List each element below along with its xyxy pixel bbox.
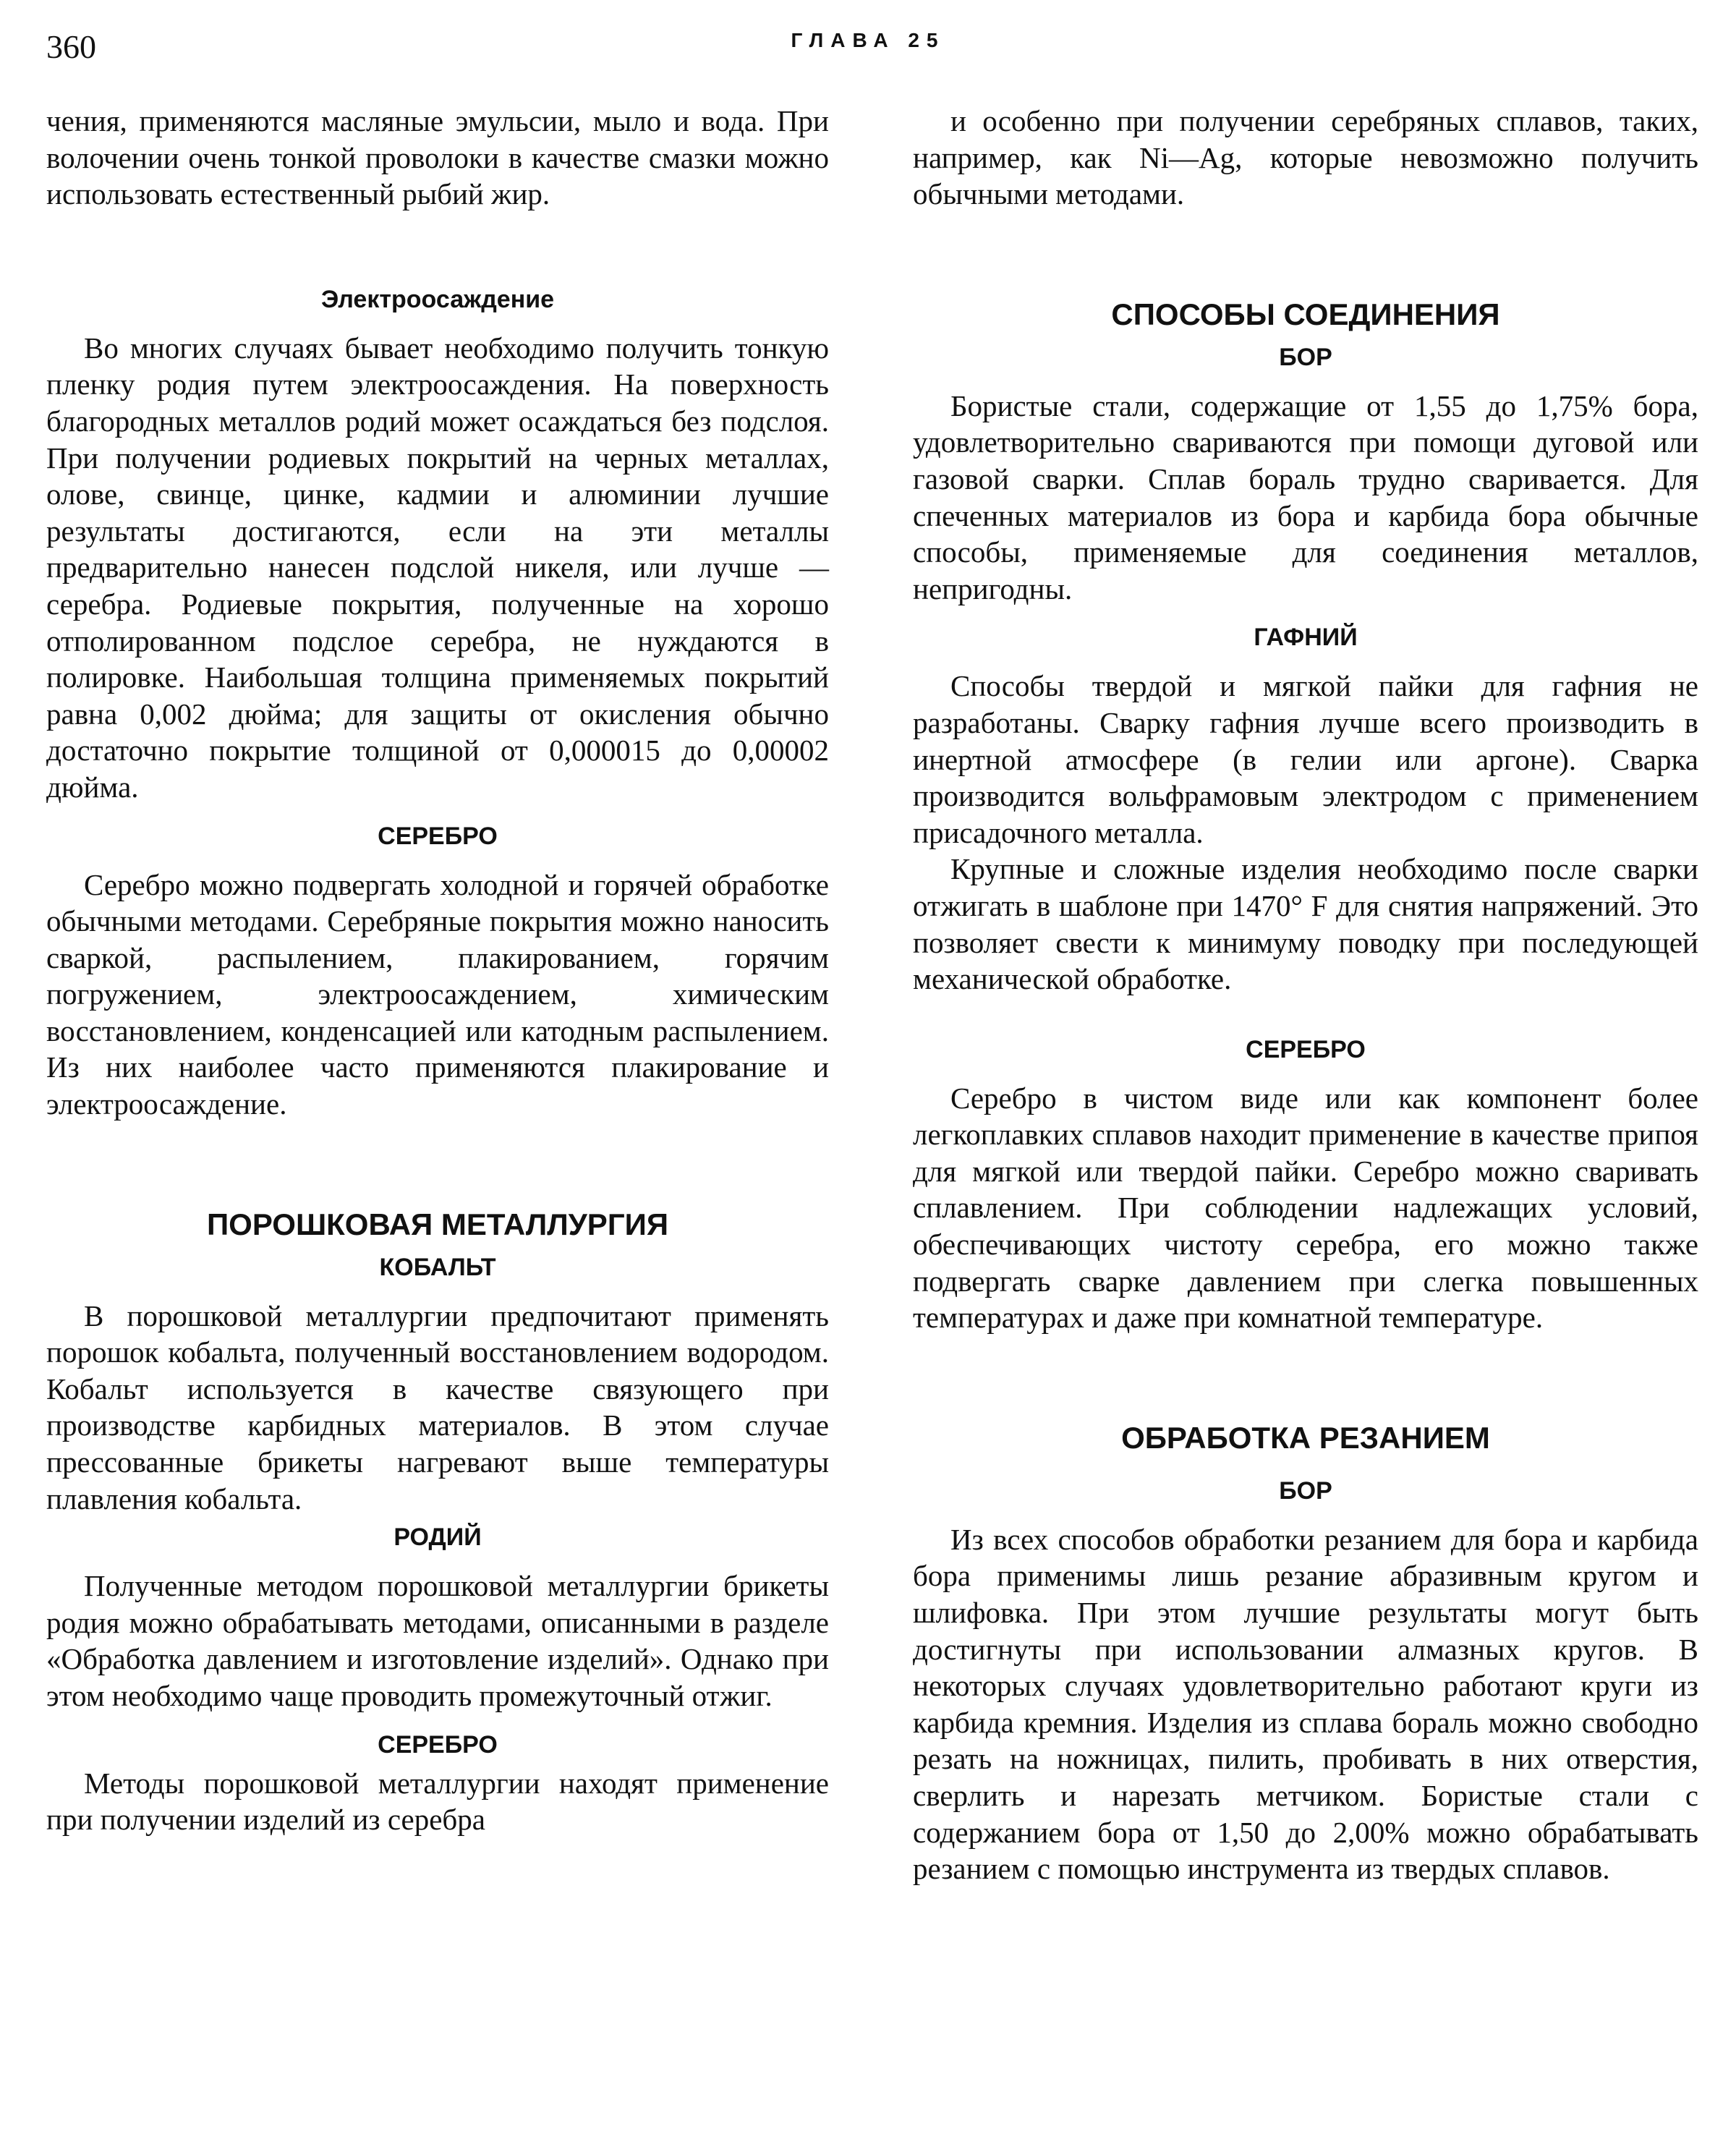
paragraph-boron-2: Из всех способов обработки резанием для бора и карбида бора применимы лишь резание абразивным кругом и шлифовка. При этом лучшие результаты могут быть достигнуты при использовании алмазных кругов. В некоторых случаях удовлетворительно работают круги из карбида кремния. Изделия из сплава бораль можно свободно резать на ножницах, пилить, пробивать в них отверстия, сверлить и нарезать метчиком. Бористые стали с содержанием бора от 1,50 до 2,00% можно обрабатывать резанием с помощью инструмента из твердых сплавов. bbox=[913, 1522, 1698, 1886]
paragraph-cobalt: В порошковой металлургии предпочитают применять порошок кобальта, полученный восстановлением водородом. Кобальт используется в качестве связующего при производстве карбидных материалов. В этом случае прессованные брикеты нагревают выше температуры плавления кобальта. bbox=[46, 1298, 829, 1516]
paragraph-electrodeposition: Во многих случаях бывает необходимо получить тонкую пленку родия путем электроосаждения. На поверхность благородных металлов родий может осаждаться без подслоя. При получении родиевых покрытий на черных металлах, олове, свинце, цинке, кадмии и алюминии лучшие результаты достигаются, если на эти металлы предварительно нанесен подслой никеля, или лучше — серебра. Родиевые покрытия, полученные на хорошо отполированном подслое серебра, не нуждаются в полировке. Наибольшая толщина применяемых покрытий равна 0,002 дюйма; для защиты от окисления обычно достаточно покрытие толщиной от 0,000015 до 0,00002 дюйма. bbox=[46, 331, 829, 804]
subheading-boron-1: БОР bbox=[1279, 343, 1332, 371]
subheading-electrodeposition: Электроосаждение bbox=[320, 285, 555, 313]
subheading-boron-2: БОР bbox=[1279, 1476, 1332, 1505]
subheading-cobalt: КОБАЛЬТ bbox=[379, 1253, 496, 1281]
subheading-rhodium: РОДИЙ bbox=[393, 1523, 482, 1552]
subheading-hafnium: ГАФНИЙ bbox=[1254, 624, 1358, 652]
subheading-silver-2: СЕРЕБРО bbox=[378, 1730, 498, 1759]
paragraph-hafnium-1: Способы твердой и мягкой пайки для гафния не разработаны. Сварку гафния лучше всего производить в инертной атмосфере (в гелии или аргоне). Сварка производится вольфрамовым электродом с применением присадочного металла. bbox=[913, 669, 1698, 849]
right-column bbox=[913, 103, 1698, 1887]
section-title-joining-methods: СПОСОБЫ СОЕДИНЕНИЯ bbox=[1111, 297, 1500, 331]
paragraph-silver-2: Методы порошковой металлургии находят применение при получении изделий из серебра bbox=[46, 1766, 829, 1837]
paragraph-continuation-right: и особенно при получении серебряных сплавов, таких, например, как Ni—Ag, которые невозможно получить обычными методами. bbox=[913, 104, 1698, 211]
left-column bbox=[46, 103, 829, 1838]
paragraph-hafnium-2: Крупные и сложные изделия необходимо после сварки отжигать в шаблоне при 1470° F для снятия напряжений. Это позволяет свести к минимуму поводку при последующей механической обработке. bbox=[913, 852, 1698, 996]
paragraph-silver-3: Серебро в чистом виде или как компонент более легкоплавких сплавов находит применение в качестве припоя для мягкой или твердой пайки. Серебро можно сваривать сплавлением. При соблюдении надлежащих условий, обеспечивающих чистоту серебра, его можно также подвергать сварке давлением при слегка повышенных температурах и даже при комнатной температуре. bbox=[913, 1081, 1698, 1335]
section-title-powder-metallurgy: ПОРОШКОВАЯ МЕТАЛЛУРГИЯ bbox=[206, 1207, 669, 1241]
section-title-machining: ОБРАБОТКА РЕЗАНИЕМ bbox=[1121, 1420, 1490, 1455]
running-head: ГЛАВА 25 bbox=[791, 29, 945, 51]
paragraph-continuation-left: чения, применяются масляные эмульсии, мыло и вода. При волочении очень тонкой проволоки в качестве смазки можно использовать естественный рыбий жир. bbox=[46, 104, 829, 211]
page-number: 360 bbox=[46, 28, 96, 65]
subheading-silver-1: СЕРЕБРО bbox=[378, 822, 498, 850]
subheading-silver-3: СЕРЕБРО bbox=[1246, 1035, 1366, 1063]
paragraph-boron-1: Бористые стали, содержащие от 1,55 до 1,75% бора, удовлетворительно свариваются при помощи дуговой или газовой сварки. Сплав бораль трудно сваривается. Для спеченных материалов из бора и карбида бора обычные способы, применяемые для соединения металлов, непригодны. bbox=[913, 388, 1698, 605]
paragraph-silver-1: Серебро можно подвергать холодной и горячей обработке обычными методами. Серебряные покрытия можно наносить сваркой, распылением, плакированием, горячим погружением, электроосаждением, химическим восстановлением, конденсацией или катодным распылением. Из них наиболее часто применяются плакирование и электроосаждение. bbox=[46, 867, 829, 1121]
paragraph-rhodium: Полученные методом порошковой металлургии брикеты родия можно обрабатывать методами, описанными в разделе «Обработка давлением и изготовление изделий». Однако при этом необходимо чаще проводить промежуточный отжиг. bbox=[46, 1569, 829, 1712]
